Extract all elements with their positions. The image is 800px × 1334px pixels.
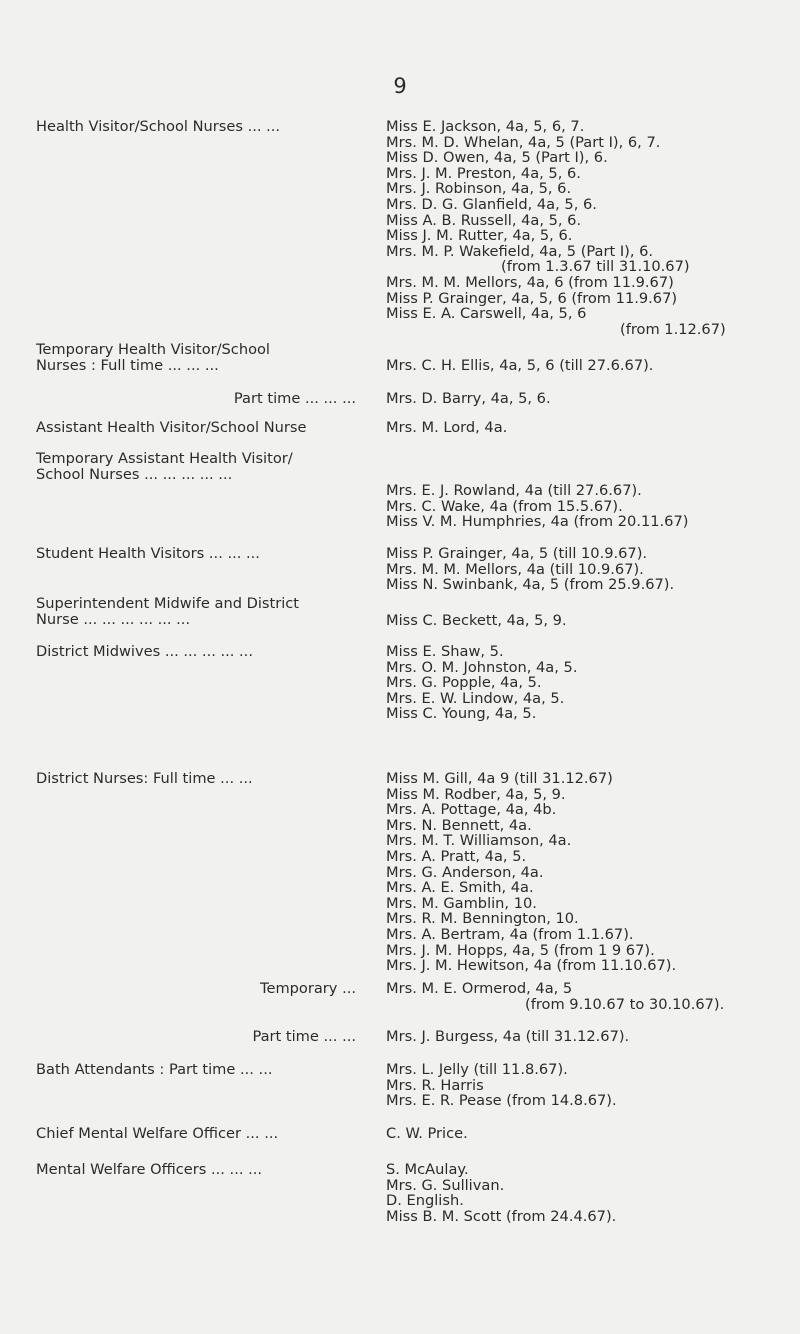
- staff-name: Miss V. M. Humphries, 4a (from 20.11.67): [386, 513, 689, 531]
- staff-name: Miss N. Swinbank, 4a, 5 (from 25.9.67).: [386, 576, 675, 594]
- staff-name: Mrs. A. Bertram, 4a (from 1.1.67).: [386, 925, 634, 943]
- role-label-line: Health Visitor/School Nurses ... ...: [36, 118, 281, 135]
- staff-name: Mrs. L. Jelly (till 11.8.67).: [386, 1061, 568, 1078]
- staff-name: Mrs. A. E. Smith, 4a.: [386, 879, 534, 897]
- staff-name: Miss C. Beckett, 4a, 5, 9.: [386, 612, 567, 629]
- staff-name: D. English.: [386, 1192, 464, 1210]
- staff-name: Miss P. Grainger, 4a, 5, 6 (from 11.9.67): [386, 289, 678, 307]
- role-label-line: School Nurses ... ... ... ... ...: [36, 465, 233, 483]
- role-label: [36, 546, 356, 562]
- staff-name: Mrs. M. E. Ormerod, 4a, 5: [386, 980, 573, 997]
- staff-name: Miss M. Rodber, 4a, 5, 9.: [386, 785, 566, 803]
- staff-list: [386, 613, 781, 629]
- staff-name: Mrs. C. H. Ellis, 4a, 5, 6 (till 27.6.67).: [386, 356, 654, 374]
- staff-name: Miss D. Owen, 4a, 5 (Part I), 6.: [386, 149, 608, 167]
- staff-name: Miss J. M. Rutter, 4a, 5, 6.: [386, 227, 573, 245]
- role-label: [36, 1162, 356, 1178]
- staff-list: [386, 1062, 781, 1109]
- staff-name: Mrs. M. T. Williamson, 4a.: [386, 832, 572, 850]
- role-label-line: Nurse ... ... ... ... ... ...: [36, 610, 191, 628]
- staff-name: Mrs. R. Harris: [386, 1076, 484, 1094]
- role-label: [36, 119, 356, 135]
- staff-name: Mrs. A. Pottage, 4a, 4b.: [386, 801, 557, 819]
- staff-name: Mrs. E. R. Pease (from 14.8.67).: [386, 1092, 617, 1110]
- staff-name: Miss B. M. Scott (from 24.4.67).: [386, 1207, 617, 1225]
- staff-name: Miss E. A. Carswell, 4a, 5, 6: [386, 305, 587, 323]
- role-label-line: Student Health Visitors ... ... ...: [36, 545, 260, 562]
- staff-list: [386, 119, 781, 337]
- role-label-line: Nurses : Full time ... ... ...: [36, 356, 219, 374]
- staff-name: Mrs. J. M. Hopps, 4a, 5 (from 1 9 67).: [386, 941, 655, 959]
- role-label: [36, 1062, 356, 1078]
- staff-name: Mrs. G. Popple, 4a, 5.: [386, 674, 542, 692]
- staff-name: Miss A. B. Russell, 4a, 5, 6.: [386, 211, 582, 229]
- staff-name: Mrs. O. M. Johnston, 4a, 5.: [386, 658, 578, 676]
- staff-list: [386, 981, 781, 1012]
- staff-name: Mrs. J. M. Preston, 4a, 5, 6.: [386, 164, 581, 182]
- role-label-line: Assistant Health Visitor/School Nurse: [36, 419, 307, 436]
- role-label-line: Chief Mental Welfare Officer ... ...: [36, 1125, 279, 1142]
- staff-list: [386, 1162, 781, 1224]
- staff-name: Miss E. Shaw, 5.: [386, 643, 504, 660]
- staff-name: Mrs. E. W. Lindow, 4a, 5.: [386, 689, 565, 707]
- role-label: [36, 1029, 356, 1045]
- role-label-line: Temporary Assistant Health Visitor/: [36, 450, 293, 467]
- role-label: [36, 644, 356, 660]
- staff-name: Mrs. C. Wake, 4a (from 15.5.67).: [386, 497, 623, 515]
- staff-list: [386, 771, 781, 974]
- staff-name: Mrs. J. Robinson, 4a, 5, 6.: [386, 180, 572, 198]
- staff-name: Mrs. M. M. Mellors, 4a (till 10.9.67).: [386, 560, 644, 578]
- staff-name: Mrs. N. Bennett, 4a.: [386, 816, 532, 834]
- staff-list: [386, 1126, 781, 1142]
- staff-name: Mrs. E. J. Rowland, 4a (till 27.6.67).: [386, 482, 642, 499]
- staff-name-continuation: (from 1.3.67 till 31.10.67): [501, 258, 690, 276]
- role-label: [36, 342, 356, 373]
- staff-list: [386, 483, 781, 530]
- staff-list: [386, 1029, 781, 1045]
- role-label-line: Part time ... ... ...: [233, 390, 356, 407]
- staff-name: Miss M. Gill, 4a 9 (till 31.12.67): [386, 770, 613, 787]
- staff-name: Mrs. M. Gamblin, 10.: [386, 894, 537, 912]
- role-label-line: Temporary ...: [260, 980, 356, 997]
- staff-name-continuation: (from 1.12.67): [620, 320, 726, 338]
- staff-name: Mrs. G. Anderson, 4a.: [386, 863, 544, 881]
- staff-name: Mrs. J. Burgess, 4a (till 31.12.67).: [386, 1028, 630, 1045]
- staff-list: [386, 391, 781, 407]
- role-label-line: District Midwives ... ... ... ... ...: [36, 643, 253, 660]
- role-label-line: Bath Attendants : Part time ... ...: [36, 1061, 273, 1078]
- role-label: [36, 420, 356, 436]
- staff-name: Miss E. Jackson, 4a, 5, 6, 7.: [386, 118, 585, 135]
- role-label: [36, 451, 356, 482]
- role-label-line: Mental Welfare Officers ... ... ...: [36, 1161, 263, 1178]
- staff-name: Miss P. Grainger, 4a, 5 (till 10.9.67).: [386, 545, 648, 562]
- staff-name: Mrs. M. P. Wakefield, 4a, 5 (Part I), 6.: [386, 242, 654, 260]
- staff-list: [386, 358, 781, 374]
- staff-name: Mrs. M. M. Mellors, 4a, 6 (from 11.9.67): [386, 273, 674, 291]
- staff-name-continuation: (from 9.10.67 to 30.10.67).: [525, 995, 725, 1013]
- role-label: [36, 596, 356, 627]
- staff-name: Mrs. A. Pratt, 4a, 5.: [386, 847, 527, 865]
- role-label-line: Part time ... ...: [252, 1028, 356, 1045]
- staff-name: Mrs. M. D. Whelan, 4a, 5 (Part I), 6, 7.: [386, 133, 661, 151]
- staff-name: Mrs. D. Barry, 4a, 5, 6.: [386, 390, 551, 407]
- staff-name: Mrs. J. M. Hewitson, 4a (from 11.10.67).: [386, 957, 677, 975]
- staff-name: Mrs. M. Lord, 4a.: [386, 419, 508, 436]
- role-label: [36, 981, 356, 997]
- staff-list: [386, 644, 781, 722]
- staff-list: [386, 546, 781, 593]
- staff-name: Miss C. Young, 4a, 5.: [386, 705, 537, 723]
- staff-name: Mrs. D. G. Glanfield, 4a, 5, 6.: [386, 195, 597, 213]
- staff-name: C. W. Price.: [386, 1125, 468, 1142]
- staff-name: S. McAulay.: [386, 1161, 469, 1178]
- staff-list: [386, 420, 781, 436]
- role-label-line: Superintendent Midwife and District: [36, 595, 300, 612]
- staff-name: Mrs. R. M. Bennington, 10.: [386, 910, 579, 928]
- role-label-line: District Nurses: Full time ... ...: [36, 770, 253, 787]
- role-label: [36, 771, 356, 787]
- staff-name: Mrs. G. Sullivan.: [386, 1176, 505, 1194]
- role-label-line: Temporary Health Visitor/School: [36, 341, 270, 358]
- role-label: [36, 1126, 356, 1142]
- page-number: 9: [393, 74, 407, 98]
- role-label: [36, 391, 356, 407]
